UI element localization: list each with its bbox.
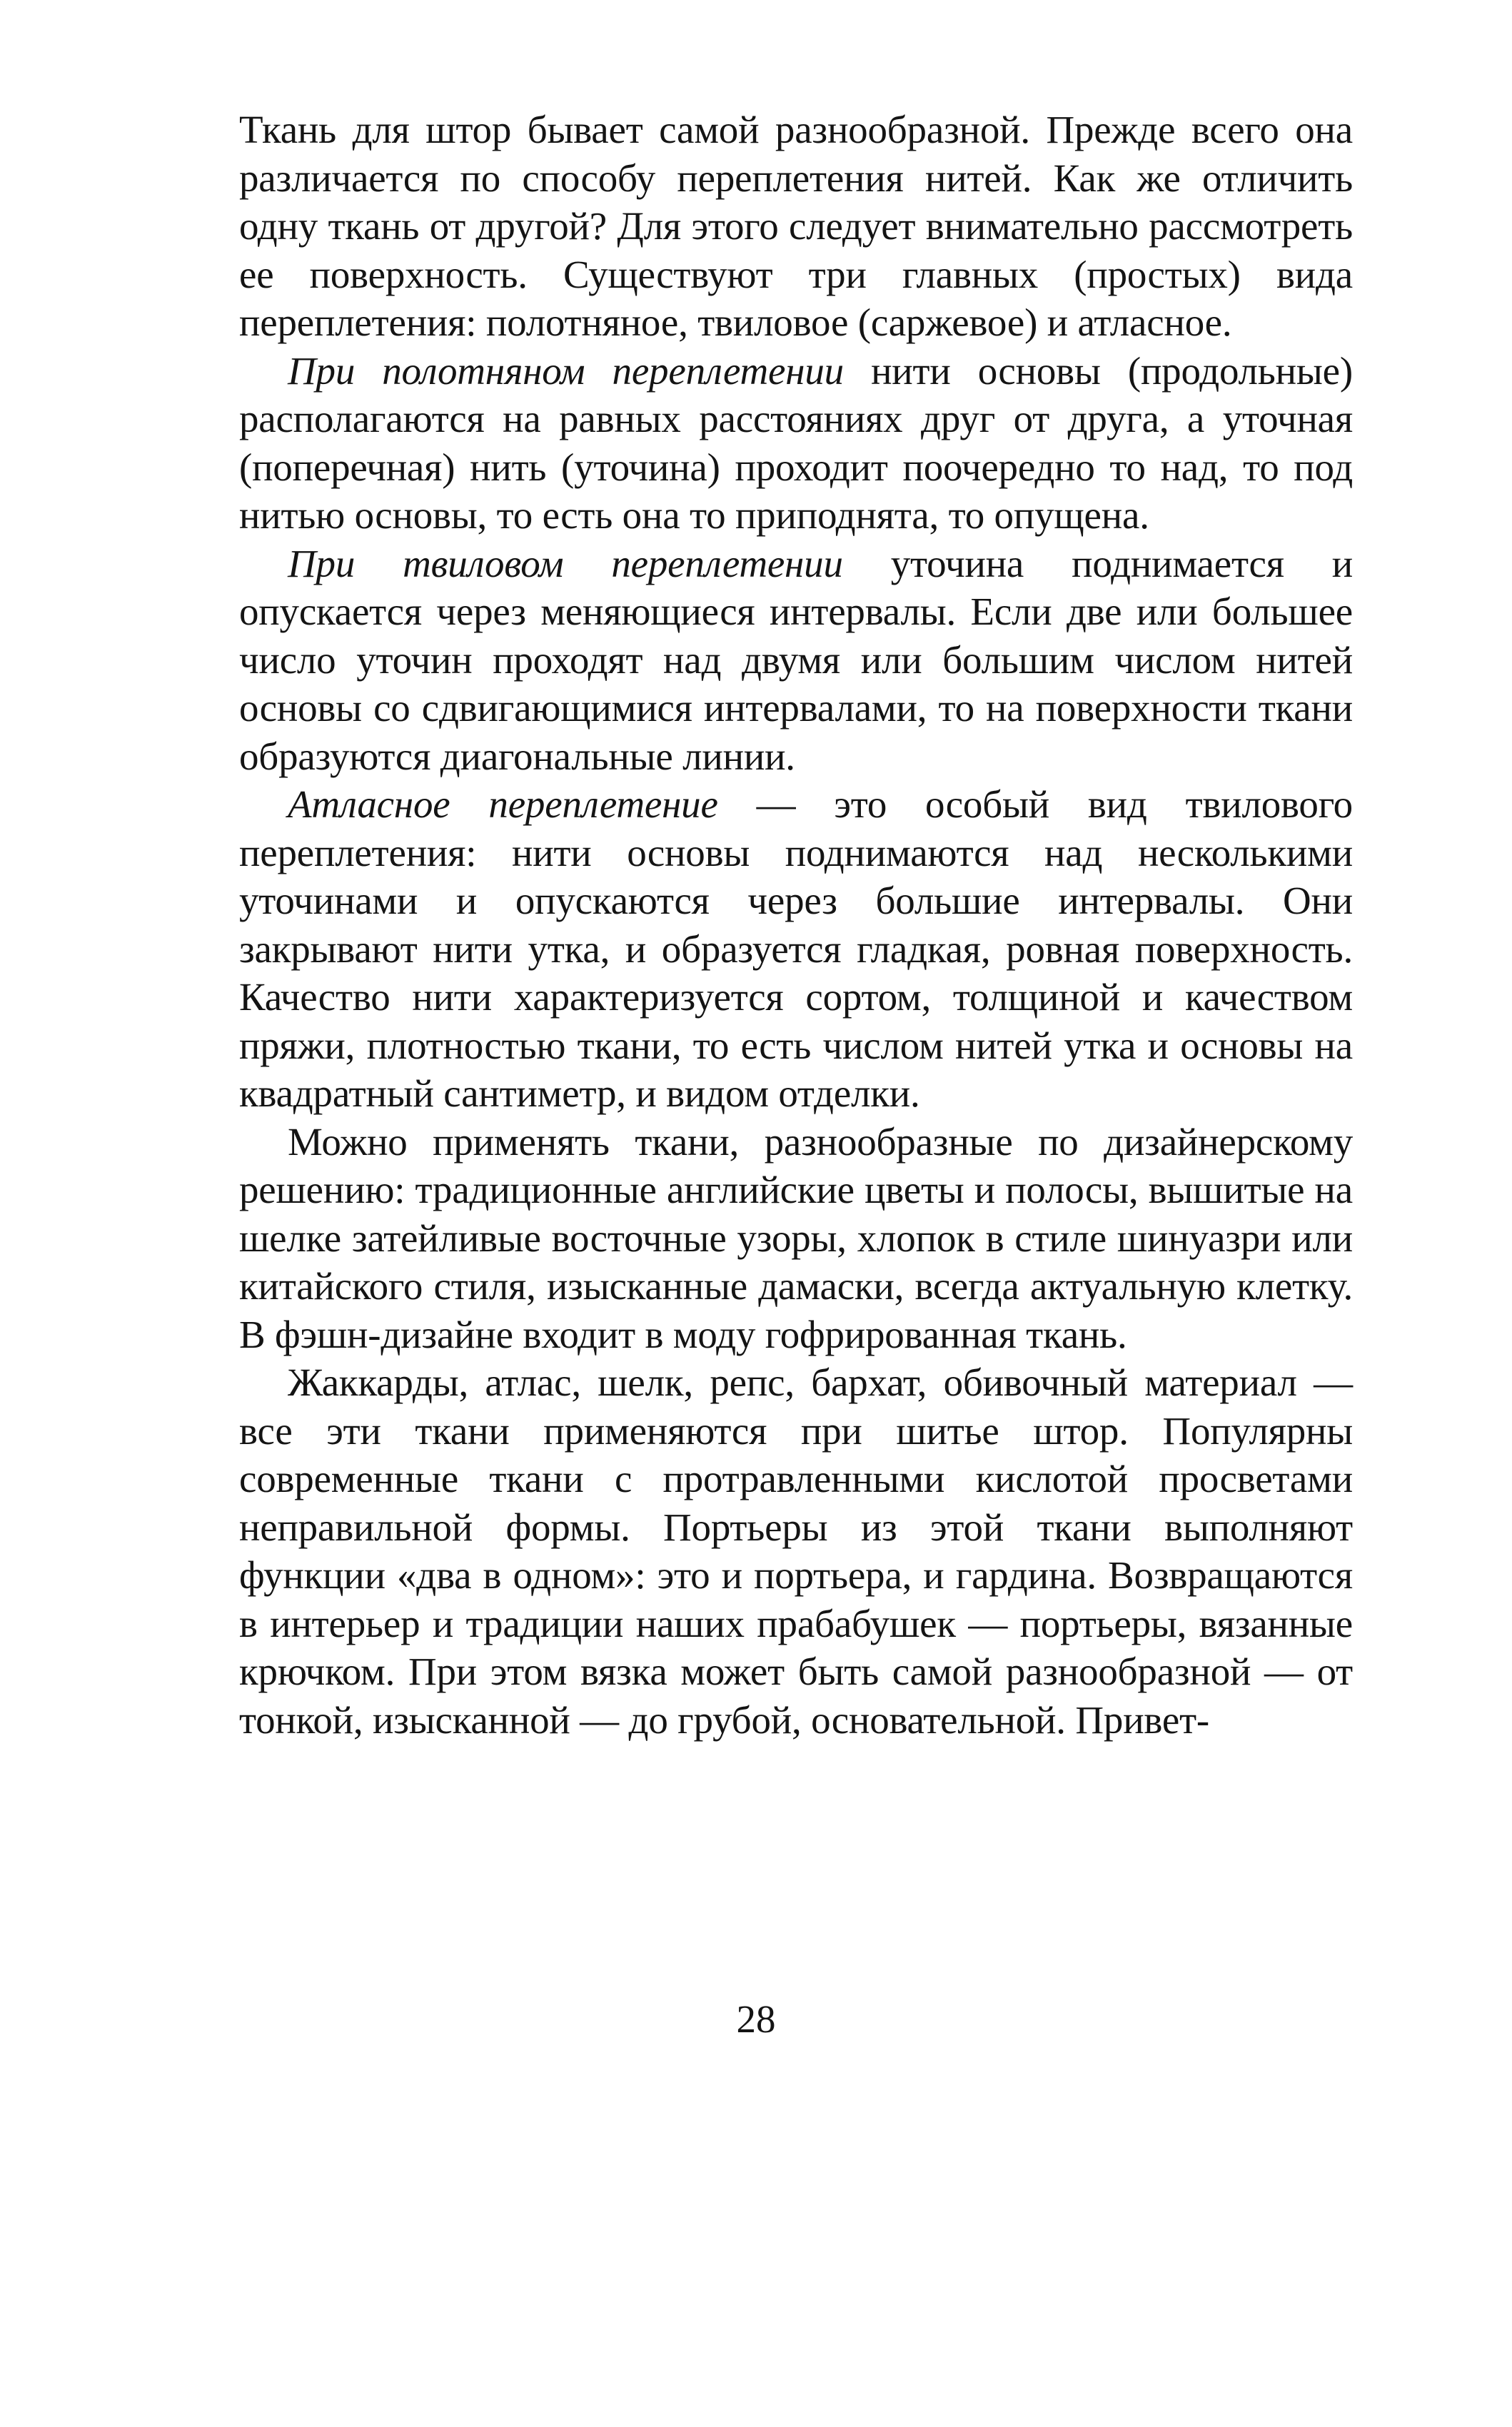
paragraph-satin-weave	[239, 780, 1353, 1118]
paragraph-fabric-types	[239, 106, 1353, 347]
body-text	[239, 106, 1353, 1744]
paragraph-lead-italic: Атласное переплетение	[288, 782, 718, 826]
paragraph-text: Можно применять ткани, разнообразные по дизайнерскому решению: традиционные английские цветы и полосы, вышитые на шелке затейливые восточные узоры, хлопок в стиле шинуазри или китайского стиля, изысканные дамаски, всегда актуальную клетку. В фэшн-дизайне входит в моду гофрированная ткань.	[239, 1119, 1353, 1356]
paragraph-lead-italic: При твиловом переплетении	[288, 541, 843, 585]
page-number: 28	[736, 1997, 776, 2041]
paragraph-design-fabrics	[239, 1118, 1353, 1359]
paragraph-curtain-materials	[239, 1358, 1353, 1744]
paragraph-text: нити основы (продольные) располагаются на равных расстояниях друг от друга, а уточная (поперечная) нить (уточина) проходит поочередно то над, то под нитью основы, то есть она то приподнята, то опущена.	[239, 348, 1353, 537]
paragraph-plain-weave	[239, 347, 1353, 540]
paragraph-twill-weave	[239, 540, 1353, 781]
paragraph-text: — это особый вид твилового переплетения: нити основы поднимаются над несколькими уточинами и опускаются через большие интервалы. Они закрывают нити утка, и образуется гладкая, ровная поверхность. Качество нити характеризуется сортом, толщиной и качеством пряжи, плотностью ткани, то есть числом нитей утка и основы на квадратный сантиметр, и видом отделки.	[239, 782, 1353, 1115]
paragraph-text: уточина поднимается и опускается через меняющиеся интервалы. Если две или большее число уточин проходят над двумя или большим числом нитей основы со сдвигающимися интервалами, то на поверхности ткани образуются диагональные линии.	[239, 541, 1353, 778]
paragraph-text: Жаккарды, атлас, шелк, репс, бархат, обивочный материал — все эти ткани применяются при шитье штор. Популярны современные ткани с протравленными кислотой просветами неправильной формы. Портьеры из этой ткани выполняют функции «два в одном»: это и портьера, и гардина. Возвращаются в интерьер и традиции наших прабабушек — портьеры, вязанные крючком. При этом вязка может быть самой разнообразной — от тонкой, изысканной — до грубой, основательной. Привет-	[239, 1361, 1353, 1742]
paragraph-lead-italic: При полотняном переплетении	[288, 348, 844, 393]
paragraph-text: Ткань для штор бывает самой разнообразной. Прежде всего она различается по способу переплетения нитей. Как же отличить одну ткань от другой? Для этого следует внимательно рассмотреть ее поверхность. Существуют три главных (простых) вида переплетения: полотняное, твиловое (саржевое) и атласное.	[239, 108, 1353, 344]
